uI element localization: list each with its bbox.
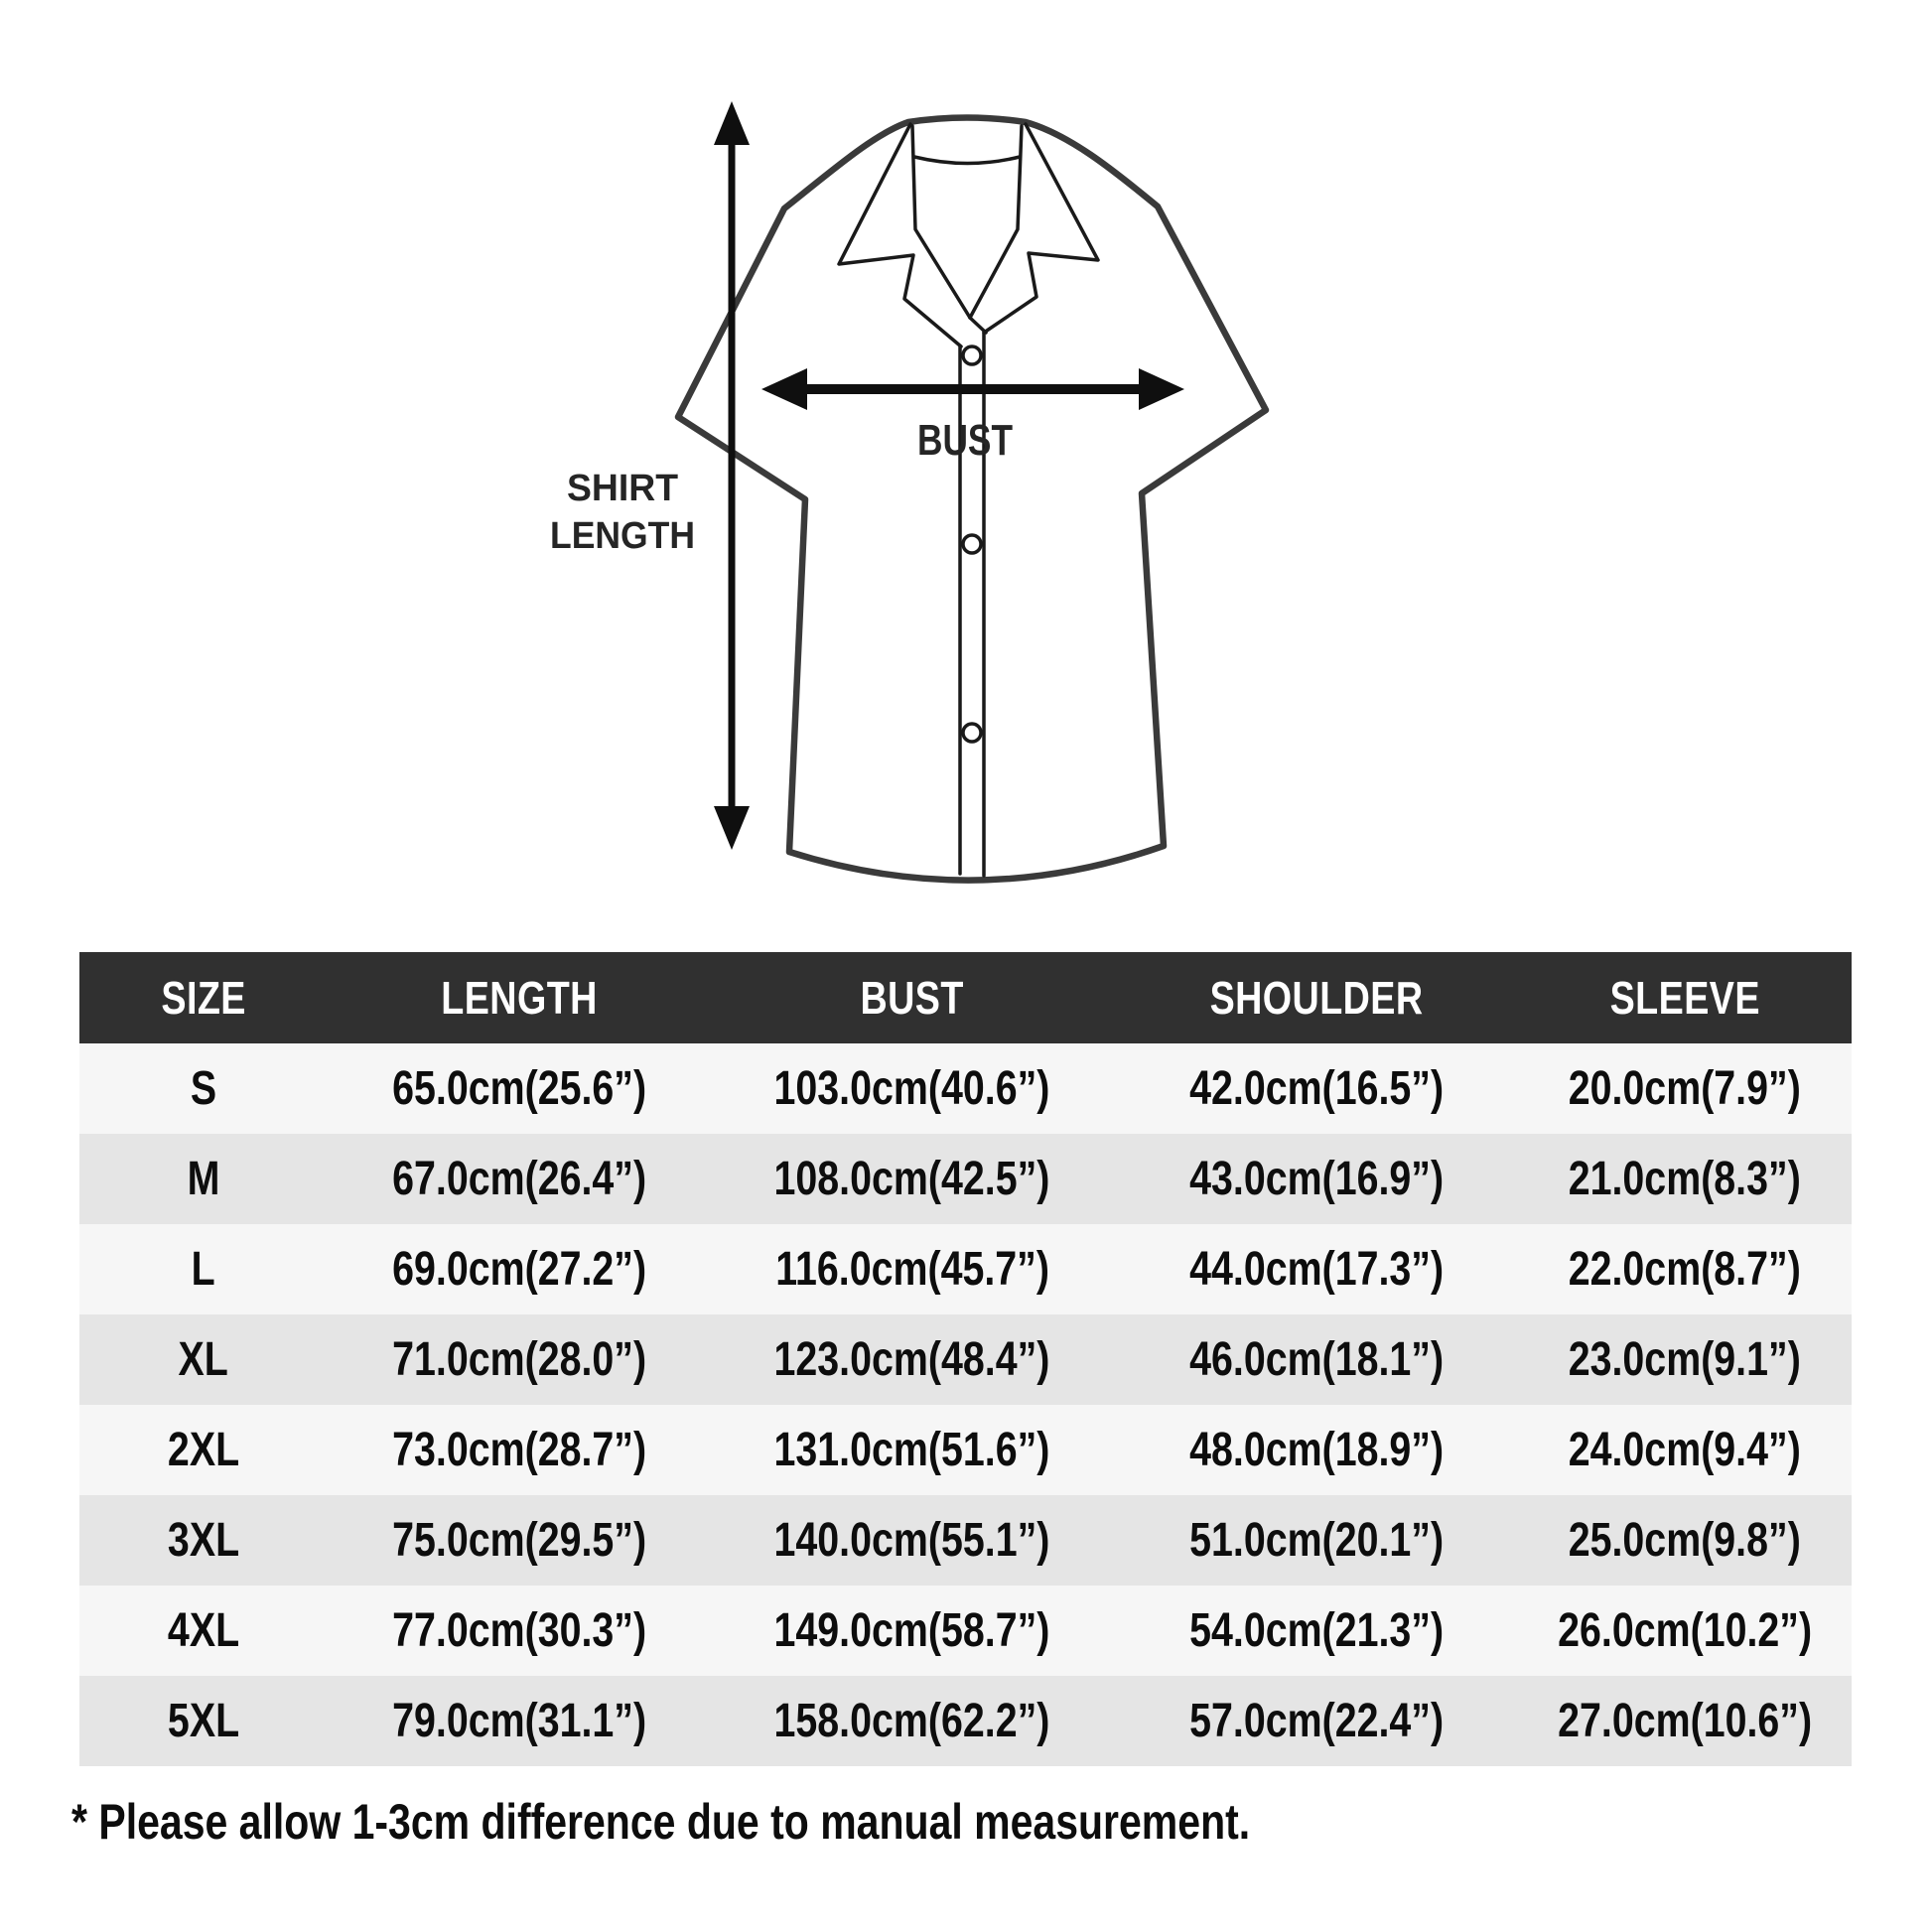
column-header-shoulder: SHOULDER: [1209, 972, 1424, 1024]
button-icon: [963, 346, 981, 364]
cell-bust: 103.0cm(40.6”): [773, 1062, 1050, 1115]
column-header-sleeve: SLEEVE: [1609, 972, 1760, 1024]
column-header-size: SIZE: [161, 972, 246, 1024]
cell-sleeve: 27.0cm(10.6”): [1558, 1695, 1813, 1747]
cell-shoulder: 43.0cm(16.9”): [1188, 1153, 1444, 1205]
cell-sleeve: 21.0cm(8.3”): [1569, 1153, 1802, 1205]
shirt-outline-icon: [678, 118, 1266, 881]
cell-sleeve: 24.0cm(9.4”): [1569, 1424, 1802, 1476]
cell-sleeve: 25.0cm(9.8”): [1569, 1514, 1802, 1567]
cell-length: 77.0cm(30.3”): [391, 1604, 646, 1657]
shirt-length-label-line2: LENGTH: [550, 515, 695, 557]
cell-length: 67.0cm(26.4”): [391, 1153, 646, 1205]
cell-sleeve: 26.0cm(10.2”): [1558, 1604, 1813, 1657]
cell-length: 73.0cm(28.7”): [391, 1424, 646, 1476]
cell-length: 79.0cm(31.1”): [391, 1695, 646, 1747]
cell-shoulder: 54.0cm(21.3”): [1188, 1604, 1444, 1657]
cell-shoulder: 57.0cm(22.4”): [1188, 1695, 1444, 1747]
table-row: [79, 1586, 1852, 1676]
cell-length: 71.0cm(28.0”): [391, 1333, 646, 1386]
table-row: [79, 1676, 1852, 1766]
cell-shoulder: 44.0cm(17.3”): [1188, 1243, 1444, 1296]
cell-size: 2XL: [167, 1424, 240, 1476]
cell-bust: 131.0cm(51.6”): [773, 1424, 1050, 1476]
cell-size: 5XL: [167, 1695, 240, 1747]
bust-label: BUST: [917, 416, 1014, 465]
cell-size: M: [187, 1153, 220, 1205]
cell-bust: 116.0cm(45.7”): [775, 1243, 1049, 1296]
table-body: [79, 1043, 1852, 1766]
cell-shoulder: 46.0cm(18.1”): [1188, 1333, 1444, 1386]
cell-sleeve: 23.0cm(9.1”): [1569, 1333, 1802, 1386]
table-row: [79, 1224, 1852, 1314]
shirt-length-arrow-icon: [714, 101, 750, 850]
cell-bust: 123.0cm(48.4”): [773, 1333, 1050, 1386]
cell-length: 65.0cm(25.6”): [391, 1062, 646, 1115]
shirt-measurement-diagram: [0, 0, 1932, 943]
shirt-length-label-line1: SHIRT: [567, 468, 678, 509]
cell-length: 69.0cm(27.2”): [391, 1243, 646, 1296]
cell-size: 3XL: [167, 1514, 240, 1567]
cell-bust: 149.0cm(58.7”): [773, 1604, 1050, 1657]
cell-sleeve: 20.0cm(7.9”): [1569, 1062, 1802, 1115]
table-row: [79, 1043, 1852, 1134]
cell-shoulder: 51.0cm(20.1”): [1188, 1514, 1444, 1567]
button-icon: [963, 724, 981, 742]
cell-bust: 158.0cm(62.2”): [773, 1695, 1050, 1747]
cell-size: S: [190, 1062, 217, 1115]
table-header-row: [79, 952, 1852, 1043]
cell-length: 75.0cm(29.5”): [391, 1514, 646, 1567]
column-header-length: LENGTH: [440, 972, 598, 1024]
cell-shoulder: 48.0cm(18.9”): [1188, 1424, 1444, 1476]
column-header-bust: BUST: [860, 972, 965, 1024]
cell-size: L: [191, 1243, 215, 1296]
cell-bust: 108.0cm(42.5”): [773, 1153, 1050, 1205]
measurement-note: * Please allow 1-3cm difference due to manual measurement.: [71, 1794, 1251, 1850]
size-table: [79, 952, 1852, 1766]
cell-size: 4XL: [167, 1604, 240, 1657]
table-row: [79, 1134, 1852, 1224]
table-row: [79, 1314, 1852, 1405]
cell-bust: 140.0cm(55.1”): [773, 1514, 1050, 1567]
cell-size: XL: [178, 1333, 229, 1386]
table-row: [79, 1405, 1852, 1495]
cell-shoulder: 42.0cm(16.5”): [1188, 1062, 1444, 1115]
cell-sleeve: 22.0cm(8.7”): [1569, 1243, 1802, 1296]
button-icon: [963, 535, 981, 553]
table-row: [79, 1495, 1852, 1586]
